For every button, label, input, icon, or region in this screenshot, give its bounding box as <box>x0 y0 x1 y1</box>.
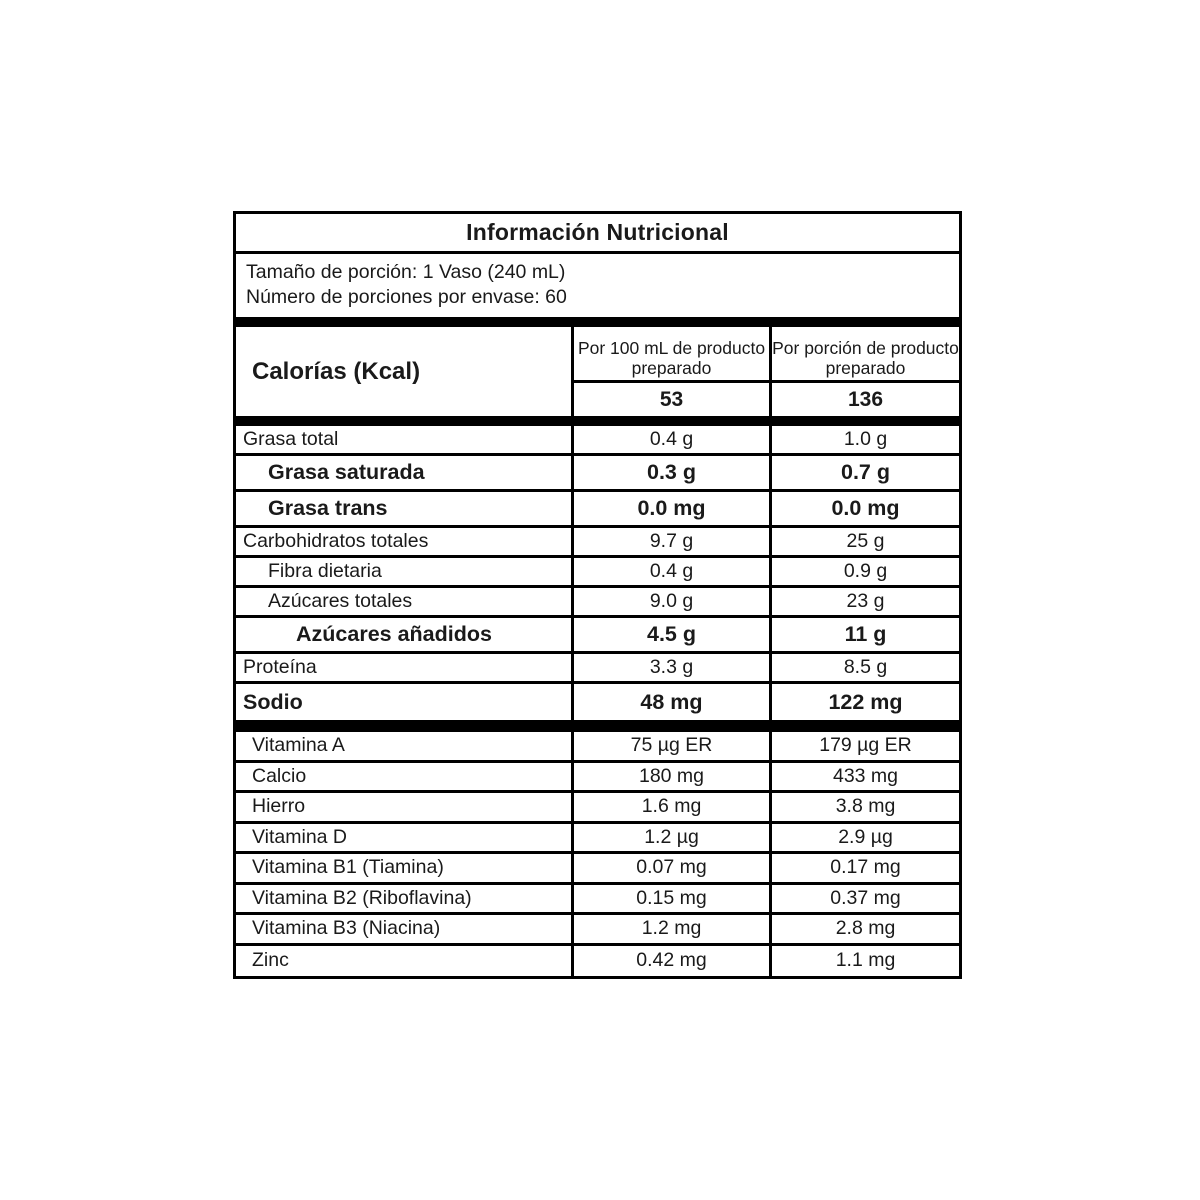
calories-per-100ml: 53 <box>571 380 769 416</box>
calories-per-portion: 136 <box>769 380 959 416</box>
value-per-portion: 23 g <box>769 588 959 615</box>
nutrients-table <box>236 426 959 720</box>
value-per-portion: 0.0 mg <box>769 492 959 525</box>
value-per-100ml: 0.4 g <box>571 426 769 453</box>
micronutrient-row-zinc <box>236 946 959 977</box>
value-per-portion: 179 µg ER <box>769 732 959 760</box>
section-divider-bar <box>236 416 959 426</box>
nutrient-label: Zinc <box>252 949 289 972</box>
value-per-100ml: 0.15 mg <box>571 885 769 913</box>
micronutrient-row-vitamina-b3 <box>236 915 959 946</box>
value-per-100ml: 1.2 µg <box>571 824 769 852</box>
servings-per-container: Número de porciones por envase: 60 <box>246 286 567 308</box>
section-divider-bar <box>236 720 959 732</box>
nutrient-row-sodio <box>236 684 959 720</box>
nutrient-label: Grasa saturada <box>268 460 425 484</box>
nutrient-row-fibra <box>236 558 959 588</box>
value-per-portion: 433 mg <box>769 763 959 791</box>
value-per-portion: 11 g <box>769 618 959 651</box>
micronutrients-table <box>236 732 959 976</box>
value-per-100ml: 0.07 mg <box>571 854 769 882</box>
value-per-portion: 0.37 mg <box>769 885 959 913</box>
nutrient-row-carbohidratos <box>236 528 959 558</box>
nutrient-label: Grasa total <box>243 428 339 450</box>
nutrient-label: Hierro <box>252 795 306 818</box>
nutrient-row-azucares-anadidos <box>236 618 959 654</box>
value-per-portion: 3.8 mg <box>769 793 959 821</box>
micronutrient-row-vitamina-b2 <box>236 885 959 916</box>
column-header-per-portion: Por porción de producto preparado <box>769 327 959 380</box>
micronutrient-row-vitamina-a <box>236 732 959 763</box>
value-per-100ml: 0.3 g <box>571 456 769 489</box>
value-per-portion: 1.1 mg <box>769 946 959 977</box>
nutrient-row-azucares-totales <box>236 588 959 618</box>
nutrient-row-grasa-total <box>236 426 959 456</box>
value-per-100ml: 0.4 g <box>571 558 769 585</box>
nutrient-label: Vitamina B2 (Riboflavina) <box>252 886 472 909</box>
serving-info <box>236 254 959 317</box>
value-per-100ml: 0.0 mg <box>571 492 769 525</box>
value-per-portion: 1.0 g <box>769 426 959 453</box>
nutrient-label: Vitamina B1 (Tiamina) <box>252 856 444 879</box>
nutrient-row-grasa-trans <box>236 492 959 528</box>
micronutrient-row-hierro <box>236 793 959 824</box>
nutrient-label: Vitamina A <box>252 734 345 757</box>
value-per-100ml: 9.0 g <box>571 588 769 615</box>
value-per-100ml: 1.6 mg <box>571 793 769 821</box>
nutrient-label: Azúcares totales <box>268 590 413 612</box>
nutrient-label: Sodio <box>243 689 303 714</box>
nutrient-label: Grasa trans <box>268 496 388 520</box>
calories-label: Calorías (Kcal) <box>252 357 421 385</box>
value-per-portion: 8.5 g <box>769 654 959 681</box>
value-per-portion: 2.8 mg <box>769 915 959 943</box>
value-per-portion: 0.17 mg <box>769 854 959 882</box>
micronutrient-row-calcio <box>236 763 959 794</box>
value-per-100ml: 48 mg <box>571 684 769 720</box>
value-per-100ml: 1.2 mg <box>571 915 769 943</box>
value-per-100ml: 75 µg ER <box>571 732 769 760</box>
nutrient-label: Carbohidratos totales <box>243 530 429 552</box>
column-header-per-100ml: Por 100 mL de producto preparado <box>571 327 769 380</box>
label-title: Información Nutricional <box>236 214 959 254</box>
value-per-100ml: 9.7 g <box>571 528 769 555</box>
nutrient-label: Azúcares añadidos <box>296 622 492 646</box>
value-per-portion: 0.7 g <box>769 456 959 489</box>
value-per-portion: 25 g <box>769 528 959 555</box>
value-per-100ml: 3.3 g <box>571 654 769 681</box>
calories-section <box>236 327 959 416</box>
micronutrient-row-vitamina-d <box>236 824 959 855</box>
value-per-100ml: 0.42 mg <box>571 946 769 977</box>
value-per-portion: 0.9 g <box>769 558 959 585</box>
nutrient-label: Calcio <box>252 764 307 787</box>
micronutrient-row-vitamina-b1 <box>236 854 959 885</box>
value-per-100ml: 4.5 g <box>571 618 769 651</box>
serving-size: Tamaño de porción: 1 Vaso (240 mL) <box>246 261 566 283</box>
value-per-portion: 122 mg <box>769 684 959 720</box>
nutrient-row-proteina <box>236 654 959 684</box>
nutrient-label: Vitamina D <box>252 825 348 848</box>
nutrient-row-grasa-saturada <box>236 456 959 492</box>
nutrition-facts-label <box>233 211 962 979</box>
value-per-portion: 2.9 µg <box>769 824 959 852</box>
section-divider-bar <box>236 317 959 327</box>
nutrient-label: Fibra dietaria <box>268 560 382 582</box>
nutrient-label: Proteína <box>243 656 317 678</box>
value-per-100ml: 180 mg <box>571 763 769 791</box>
nutrient-label: Vitamina B3 (Niacina) <box>252 917 441 940</box>
